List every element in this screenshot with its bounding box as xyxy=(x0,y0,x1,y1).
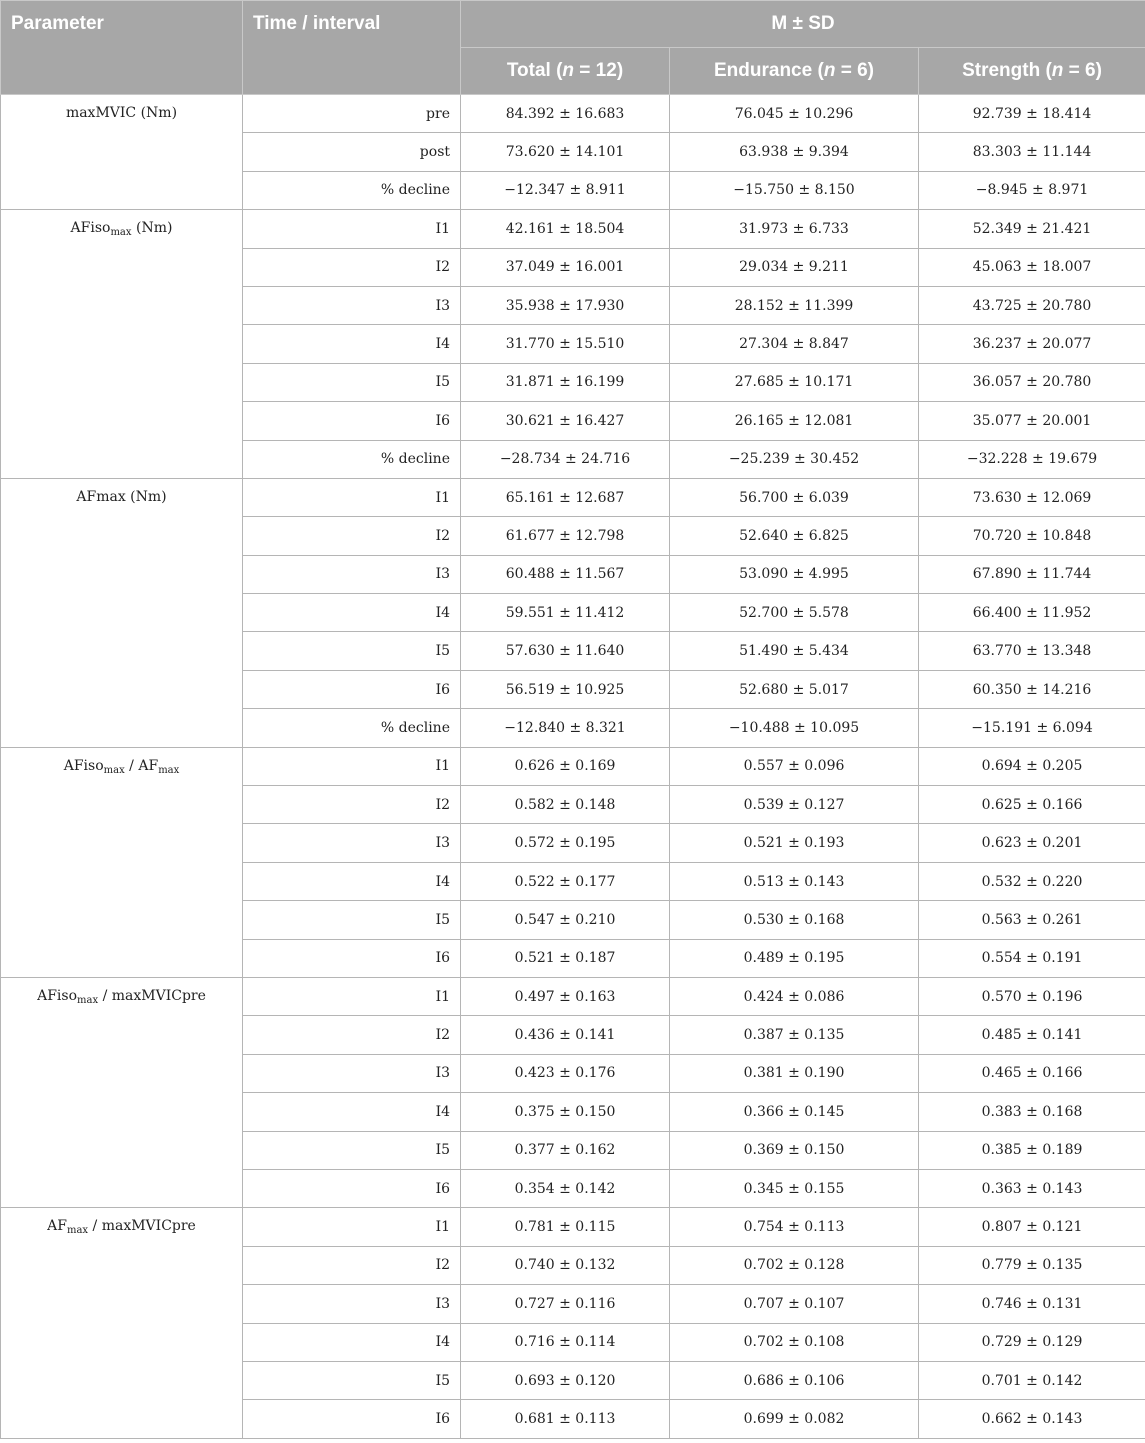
time-interval-cell: I2 xyxy=(243,248,461,286)
total-value-cell: 31.770 ± 15.510 xyxy=(461,325,670,363)
strength-value-cell: 0.729 ± 0.129 xyxy=(919,1323,1145,1361)
label-text: (Nm) xyxy=(131,220,173,237)
strength-value-cell: 0.625 ± 0.166 xyxy=(919,786,1145,824)
table-row xyxy=(1,95,1145,133)
total-value-cell: 0.740 ± 0.132 xyxy=(461,1246,670,1284)
label-text: AFiso xyxy=(63,757,104,774)
endurance-value-cell: 76.045 ± 10.296 xyxy=(670,95,919,133)
strength-value-cell: 0.746 ± 0.131 xyxy=(919,1285,1145,1323)
endurance-value-cell: 0.387 ± 0.135 xyxy=(670,1016,919,1054)
strength-value-cell: 0.807 ± 0.121 xyxy=(919,1208,1145,1246)
time-interval-cell: I4 xyxy=(243,1323,461,1361)
endurance-value-cell: 31.973 ± 6.733 xyxy=(670,210,919,248)
total-value-cell: 0.727 ± 0.116 xyxy=(461,1285,670,1323)
label-text: AF xyxy=(47,1218,67,1235)
label-subscript: max xyxy=(66,1225,89,1237)
header-msd: M ± SD xyxy=(461,1,1145,48)
strength-value-cell: 0.363 ± 0.143 xyxy=(919,1169,1145,1207)
endurance-value-cell: 0.424 ± 0.086 xyxy=(670,977,919,1015)
total-value-cell: 31.871 ± 16.199 xyxy=(461,363,670,401)
time-interval-cell: I6 xyxy=(243,670,461,708)
strength-value-cell: 92.739 ± 18.414 xyxy=(919,95,1145,133)
time-interval-cell: I5 xyxy=(243,363,461,401)
total-value-cell: −12.840 ± 8.321 xyxy=(461,709,670,747)
time-interval-cell: I1 xyxy=(243,977,461,1015)
total-value-cell: 0.572 ± 0.195 xyxy=(461,824,670,862)
endurance-value-cell: 29.034 ± 9.211 xyxy=(670,248,919,286)
strength-value-cell: 0.563 ± 0.261 xyxy=(919,901,1145,939)
endurance-value-cell: 63.938 ± 9.394 xyxy=(670,133,919,171)
time-interval-cell: I1 xyxy=(243,478,461,516)
endurance-value-cell: 27.304 ± 8.847 xyxy=(670,325,919,363)
parameter-label xyxy=(1,1208,243,1438)
time-interval-cell: I2 xyxy=(243,786,461,824)
strength-value-cell: 43.725 ± 20.780 xyxy=(919,286,1145,324)
time-interval-cell: % decline xyxy=(243,440,461,478)
time-interval-cell: I4 xyxy=(243,862,461,900)
label-text: / maxMVICpre xyxy=(88,1218,196,1235)
parameter-label xyxy=(1,95,243,210)
parameter-label xyxy=(1,747,243,977)
time-interval-cell: I4 xyxy=(243,594,461,632)
endurance-value-cell: −15.750 ± 8.150 xyxy=(670,171,919,209)
time-interval-cell: I3 xyxy=(243,824,461,862)
endurance-value-cell: 0.489 ± 0.195 xyxy=(670,939,919,977)
strength-value-cell: 60.350 ± 14.216 xyxy=(919,670,1145,708)
header-strength-suffix: = 6) xyxy=(1063,60,1102,81)
time-interval-cell: I6 xyxy=(243,1400,461,1438)
endurance-value-cell: 28.152 ± 11.399 xyxy=(670,286,919,324)
endurance-value-cell: 0.345 ± 0.155 xyxy=(670,1169,919,1207)
strength-value-cell: 52.349 ± 21.421 xyxy=(919,210,1145,248)
total-value-cell: 0.375 ± 0.150 xyxy=(461,1093,670,1131)
endurance-value-cell: 0.366 ± 0.145 xyxy=(670,1093,919,1131)
strength-value-cell: 36.057 ± 20.780 xyxy=(919,363,1145,401)
label-subscript: max xyxy=(103,764,125,776)
total-value-cell: 0.681 ± 0.113 xyxy=(461,1400,670,1438)
total-value-cell: 0.377 ± 0.162 xyxy=(461,1131,670,1169)
header-total-n: n xyxy=(562,60,575,81)
endurance-value-cell: 0.699 ± 0.082 xyxy=(670,1400,919,1438)
total-value-cell: 0.522 ± 0.177 xyxy=(461,862,670,900)
header-parameter: Parameter xyxy=(1,1,243,95)
total-value-cell: 0.693 ± 0.120 xyxy=(461,1361,670,1399)
time-interval-cell: I2 xyxy=(243,1016,461,1054)
time-interval-cell: I6 xyxy=(243,402,461,440)
strength-value-cell: −8.945 ± 8.971 xyxy=(919,171,1145,209)
strength-value-cell: 45.063 ± 18.007 xyxy=(919,248,1145,286)
label-subscript: max xyxy=(77,994,99,1006)
endurance-value-cell: 52.640 ± 6.825 xyxy=(670,517,919,555)
label-text: AFiso xyxy=(37,987,78,1004)
time-interval-cell: % decline xyxy=(243,171,461,209)
table-body xyxy=(1,95,1145,1439)
total-value-cell: 73.620 ± 14.101 xyxy=(461,133,670,171)
strength-value-cell: 0.383 ± 0.168 xyxy=(919,1093,1145,1131)
endurance-value-cell: 0.557 ± 0.096 xyxy=(670,747,919,785)
total-value-cell: 0.497 ± 0.163 xyxy=(461,977,670,1015)
endurance-value-cell: 52.700 ± 5.578 xyxy=(670,594,919,632)
strength-value-cell: 0.701 ± 0.142 xyxy=(919,1361,1145,1399)
endurance-value-cell: 0.513 ± 0.143 xyxy=(670,862,919,900)
endurance-value-cell: 27.685 ± 10.171 xyxy=(670,363,919,401)
endurance-value-cell: 51.490 ± 5.434 xyxy=(670,632,919,670)
endurance-value-cell: −25.239 ± 30.452 xyxy=(670,440,919,478)
endurance-value-cell: 0.702 ± 0.128 xyxy=(670,1246,919,1284)
endurance-value-cell: 0.539 ± 0.127 xyxy=(670,786,919,824)
label-text: AFmax (Nm) xyxy=(76,488,167,505)
time-interval-cell: I5 xyxy=(243,1361,461,1399)
strength-value-cell: 63.770 ± 13.348 xyxy=(919,632,1145,670)
time-interval-cell: I3 xyxy=(243,555,461,593)
table-row xyxy=(1,210,1145,248)
total-value-cell: 59.551 ± 11.412 xyxy=(461,594,670,632)
label-text: maxMVIC (Nm) xyxy=(65,105,178,121)
header-total xyxy=(461,48,670,95)
label-text: / AF xyxy=(124,757,159,774)
strength-value-cell: 36.237 ± 20.077 xyxy=(919,325,1145,363)
total-value-cell: −28.734 ± 24.716 xyxy=(461,440,670,478)
table-row xyxy=(1,747,1145,785)
strength-value-cell: 0.554 ± 0.191 xyxy=(919,939,1145,977)
total-value-cell: 30.621 ± 16.427 xyxy=(461,402,670,440)
strength-value-cell: 0.385 ± 0.189 xyxy=(919,1131,1145,1169)
strength-value-cell: 0.485 ± 0.141 xyxy=(919,1016,1145,1054)
time-interval-cell: pre xyxy=(243,95,461,133)
time-interval-cell: I3 xyxy=(243,1285,461,1323)
time-interval-cell: I4 xyxy=(243,1093,461,1131)
label-subscript: max xyxy=(110,227,132,239)
total-value-cell: 0.521 ± 0.187 xyxy=(461,939,670,977)
total-value-cell: 57.630 ± 11.640 xyxy=(461,632,670,670)
strength-value-cell: 0.465 ± 0.166 xyxy=(919,1054,1145,1092)
strength-value-cell: 83.303 ± 11.144 xyxy=(919,133,1145,171)
total-value-cell: 42.161 ± 18.504 xyxy=(461,210,670,248)
endurance-value-cell: 0.707 ± 0.107 xyxy=(670,1285,919,1323)
strength-value-cell: 66.400 ± 11.952 xyxy=(919,594,1145,632)
header-endurance-prefix: Endurance ( xyxy=(714,60,824,81)
header-endurance-n: n xyxy=(823,60,836,81)
endurance-value-cell: 56.700 ± 6.039 xyxy=(670,478,919,516)
strength-value-cell: 0.570 ± 0.196 xyxy=(919,977,1145,1015)
header-endurance-suffix: = 6) xyxy=(835,60,874,81)
total-value-cell: 0.436 ± 0.141 xyxy=(461,1016,670,1054)
label-subscript: max xyxy=(158,764,180,776)
header-time-interval: Time / interval xyxy=(243,1,461,95)
time-interval-cell: I5 xyxy=(243,632,461,670)
endurance-value-cell: 0.369 ± 0.150 xyxy=(670,1131,919,1169)
time-interval-cell: I2 xyxy=(243,1246,461,1284)
time-interval-cell: I1 xyxy=(243,747,461,785)
time-interval-cell: I6 xyxy=(243,1169,461,1207)
total-value-cell: 84.392 ± 16.683 xyxy=(461,95,670,133)
parameter-label xyxy=(1,977,243,1207)
endurance-value-cell: 53.090 ± 4.995 xyxy=(670,555,919,593)
header-strength-n: n xyxy=(1051,60,1064,81)
total-value-cell: 0.781 ± 0.115 xyxy=(461,1208,670,1246)
time-interval-cell: I2 xyxy=(243,517,461,555)
header-strength-prefix: Strength ( xyxy=(962,60,1052,81)
time-interval-cell: % decline xyxy=(243,709,461,747)
total-value-cell: 0.547 ± 0.210 xyxy=(461,901,670,939)
total-value-cell: 0.582 ± 0.148 xyxy=(461,786,670,824)
header-total-prefix: Total ( xyxy=(506,60,563,81)
endurance-value-cell: 52.680 ± 5.017 xyxy=(670,670,919,708)
strength-value-cell: 0.779 ± 0.135 xyxy=(919,1246,1145,1284)
table-row xyxy=(1,1208,1145,1246)
table-row xyxy=(1,478,1145,516)
strength-value-cell: 67.890 ± 11.744 xyxy=(919,555,1145,593)
total-value-cell: 35.938 ± 17.930 xyxy=(461,286,670,324)
total-value-cell: 56.519 ± 10.925 xyxy=(461,670,670,708)
strength-value-cell: 0.662 ± 0.143 xyxy=(919,1400,1145,1438)
time-interval-cell: I1 xyxy=(243,1208,461,1246)
table-row xyxy=(1,977,1145,1015)
total-value-cell: 0.423 ± 0.176 xyxy=(461,1054,670,1092)
total-value-cell: 37.049 ± 16.001 xyxy=(461,248,670,286)
total-value-cell: 0.626 ± 0.169 xyxy=(461,747,670,785)
endurance-value-cell: −10.488 ± 10.095 xyxy=(670,709,919,747)
endurance-value-cell: 0.521 ± 0.193 xyxy=(670,824,919,862)
header-endurance xyxy=(670,48,919,95)
time-interval-cell: I1 xyxy=(243,210,461,248)
time-interval-cell: I5 xyxy=(243,901,461,939)
endurance-value-cell: 0.686 ± 0.106 xyxy=(670,1361,919,1399)
header-strength xyxy=(919,48,1145,95)
strength-value-cell: −32.228 ± 19.679 xyxy=(919,440,1145,478)
table-header xyxy=(1,1,1145,95)
endurance-value-cell: 0.530 ± 0.168 xyxy=(670,901,919,939)
strength-value-cell: 0.623 ± 0.201 xyxy=(919,824,1145,862)
total-value-cell: 0.716 ± 0.114 xyxy=(461,1323,670,1361)
total-value-cell: 0.354 ± 0.142 xyxy=(461,1169,670,1207)
total-value-cell: 61.677 ± 12.798 xyxy=(461,517,670,555)
time-interval-cell: I5 xyxy=(243,1131,461,1169)
endurance-value-cell: 0.381 ± 0.190 xyxy=(670,1054,919,1092)
endurance-value-cell: 0.754 ± 0.113 xyxy=(670,1208,919,1246)
total-value-cell: 65.161 ± 12.687 xyxy=(461,478,670,516)
strength-value-cell: 0.694 ± 0.205 xyxy=(919,747,1145,785)
label-text: AFiso xyxy=(70,220,111,237)
endurance-value-cell: 26.165 ± 12.081 xyxy=(670,402,919,440)
time-interval-cell: I4 xyxy=(243,325,461,363)
strength-value-cell: 0.532 ± 0.220 xyxy=(919,862,1145,900)
parameter-label xyxy=(1,210,243,479)
strength-value-cell: −15.191 ± 6.094 xyxy=(919,709,1145,747)
header-total-suffix: = 12) xyxy=(574,60,624,81)
parameter-label xyxy=(1,478,243,747)
label-text: / maxMVICpre xyxy=(98,987,206,1004)
total-value-cell: 60.488 ± 11.567 xyxy=(461,555,670,593)
total-value-cell: −12.347 ± 8.911 xyxy=(461,171,670,209)
endurance-value-cell: 0.702 ± 0.108 xyxy=(670,1323,919,1361)
time-interval-cell: I3 xyxy=(243,286,461,324)
strength-value-cell: 70.720 ± 10.848 xyxy=(919,517,1145,555)
strength-value-cell: 73.630 ± 12.069 xyxy=(919,478,1145,516)
time-interval-cell: I6 xyxy=(243,939,461,977)
time-interval-cell: post xyxy=(243,133,461,171)
strength-value-cell: 35.077 ± 20.001 xyxy=(919,402,1145,440)
time-interval-cell: I3 xyxy=(243,1054,461,1092)
